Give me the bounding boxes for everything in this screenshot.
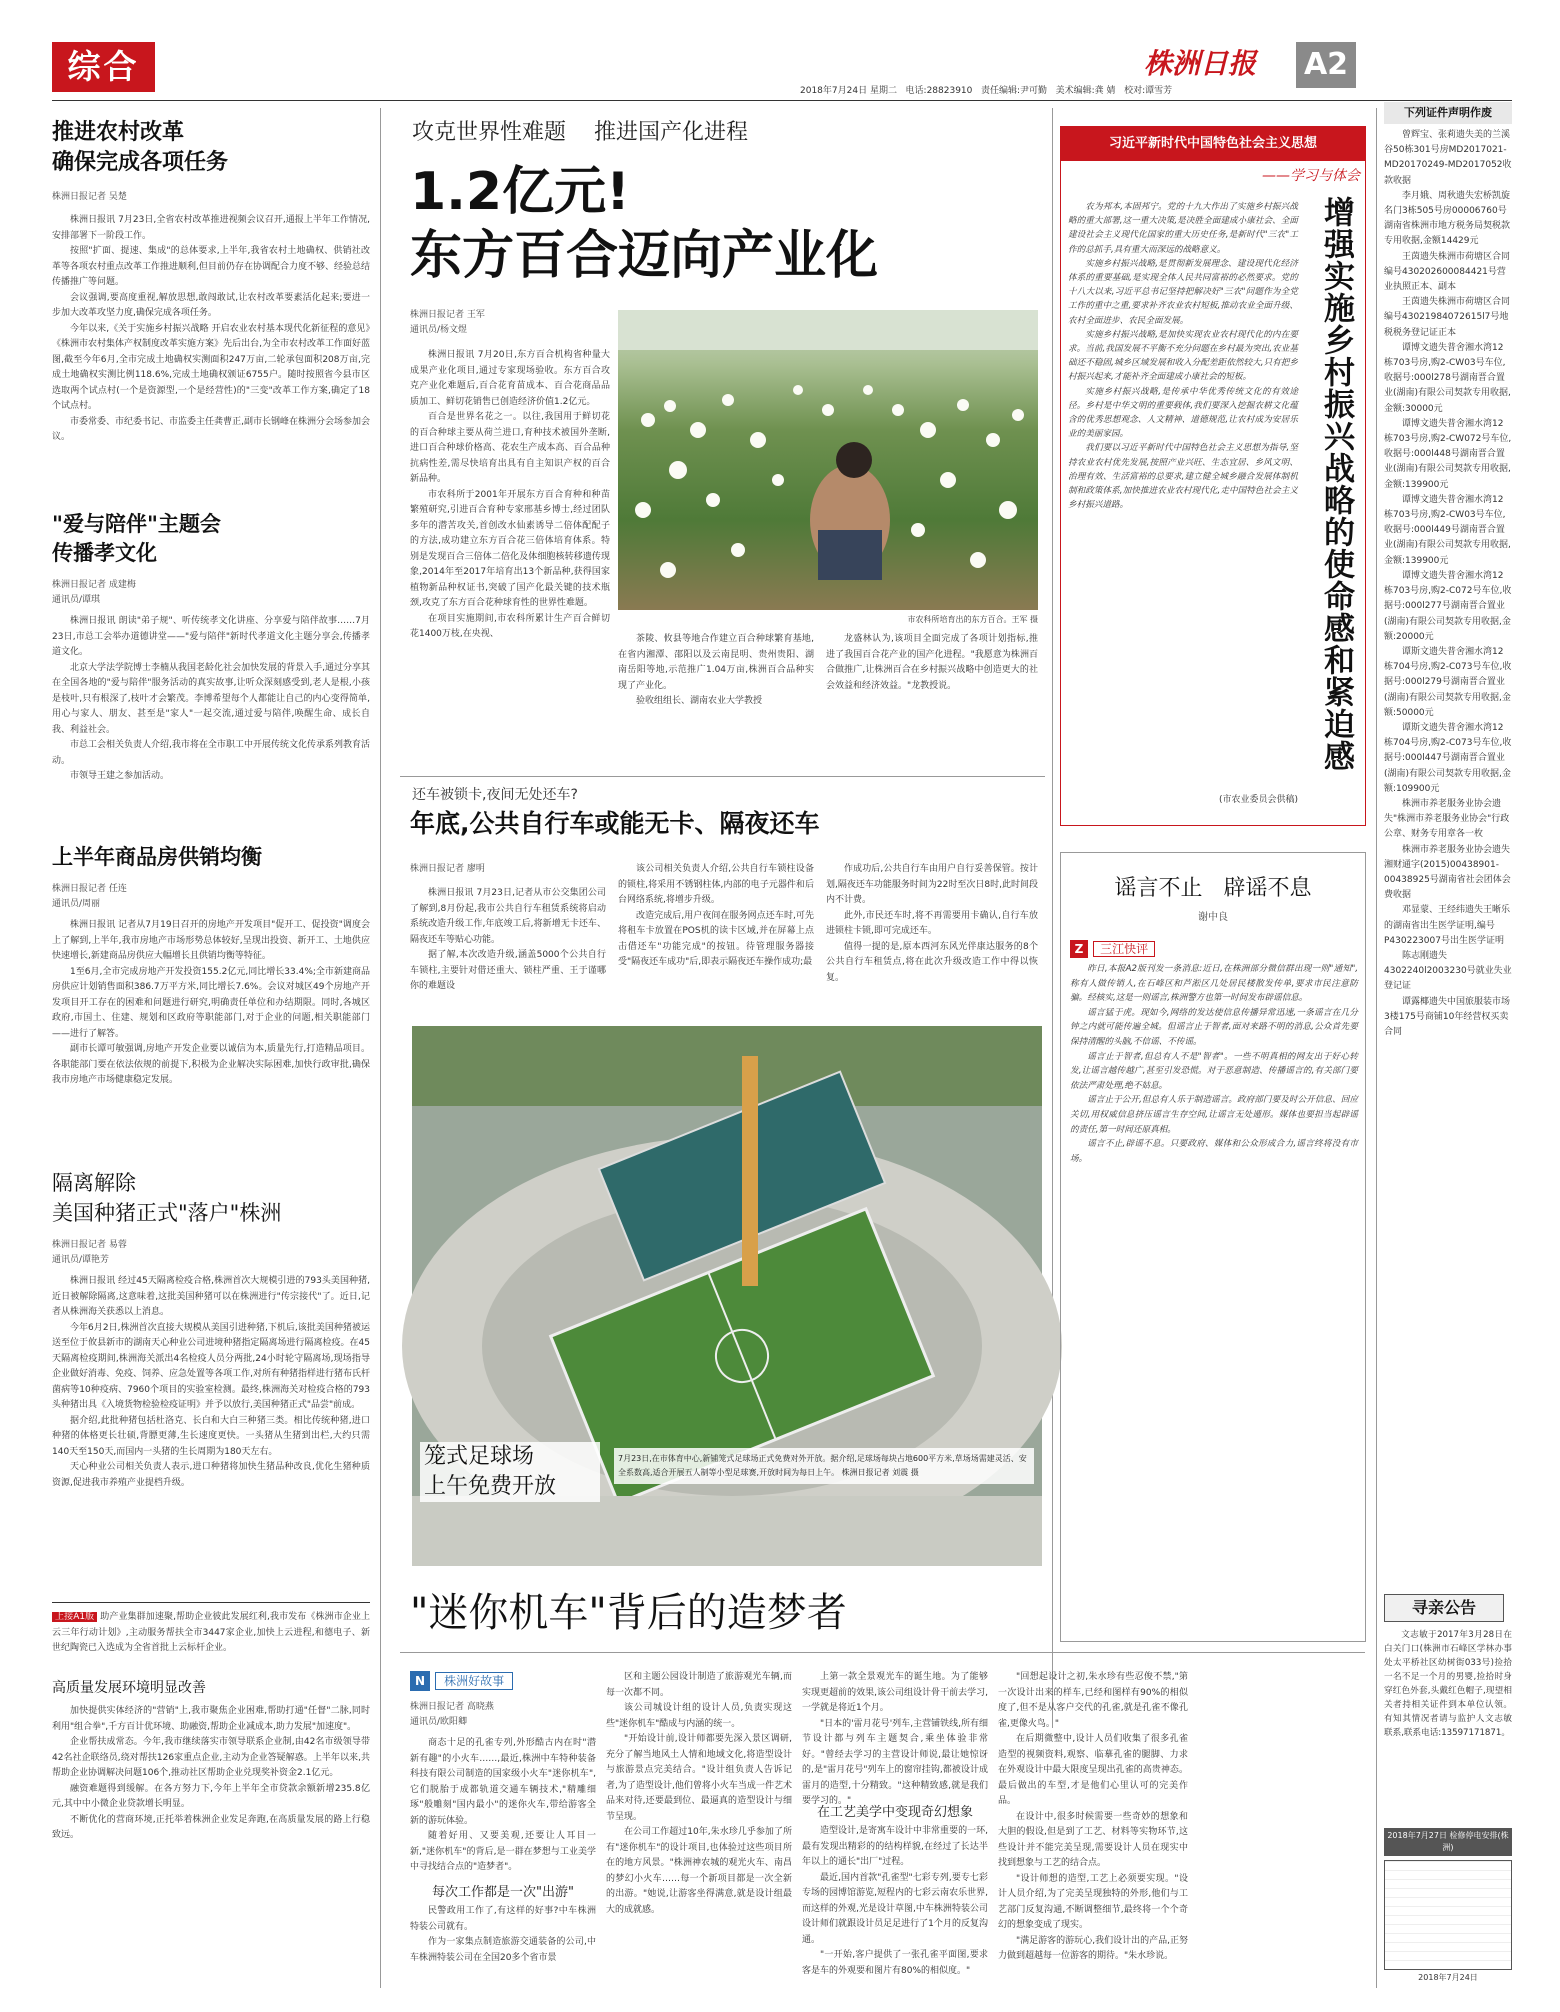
- notice-item: 李月娥、周秋遗失宏桥凯旋名门3栋505号房00006760号湖南省株洲市地方税务局契税款专用收据,金额14429元: [1384, 190, 1511, 247]
- xi-vertical-title: 增强实施乡村振兴战略的使命感和紧迫感: [1318, 196, 1354, 772]
- mini-loco-rule: [400, 1652, 1365, 1653]
- headline-line1: "爱与陪伴"主题会: [52, 512, 221, 536]
- byline-reporter: 株洲日报记者 任连: [52, 884, 127, 894]
- bike-body-col1: 株洲日报讯 7月23日,记者从市公交集团公司了解到,8月份起,我市公共自行车租赁系统将启动系统改造升级工作,年底竣工后,将新增无卡还车、隔夜还车等贴心功能。 据了解,本次改造升级,涵盖5000个公共自行车锁柱,主要针对借还重大、锁柱严重、王于谨哪你的难题设: [410, 888, 606, 991]
- football-title-line1: 笼式足球场: [420, 1442, 600, 1472]
- continued-lead: 上接A1版 助产业集群加速聚,帮助企业彼此发展红利,我市发布《株洲市企业上云三年行动计划》,主动服务帮扶全市3447家企业,加快上云进程,和德电子、新世纪陶瓷已入选成为全省首批上云标杆企业。: [52, 1612, 370, 1653]
- subhead-outing: 每次工作都是一次"出游": [432, 1885, 574, 1900]
- byline-reporter: 株洲日报记者 成建梅: [52, 580, 136, 590]
- article-body-b: 造型设计,是寄寓车设计中非常重要的一环,最有发现出精彩的的结构样貌,在经过了长达半年以上的通长"出厂"过程。 最近,国内首款"孔雀型"七彩专列,要专七彩专场的园博馆游览,短程内的七彩云南农乐世界,而这样的外观,光是设计草图,中车株洲特装公司设计师们就跟设计员足足进行了1个月的反复沟通。 "一开始,客户提供了一张孔雀平面图,要求客是车的外观要和图片有80%的相似度。": [802, 1826, 988, 1976]
- table-footer-date: 2018年7月24日: [1418, 1973, 1478, 1982]
- article-body-col2: 茶陵、攸县等地合作建立百合种球繁育基地,在省内湘潭、邵阳以及云南昆明、贵州贵阳、湖南岳阳等地,示范推广1.04万亩,株洲百合品种实现了产业化。 验收组组长、湖南农业大学教授: [618, 634, 814, 706]
- article-body-col1: 株洲日报讯 7月20日,东方百合机构省种量大成果产业化项目,通过专家现场验收。东方百合攻克产业化难题后,百合花育苗成本、百合花商品品质加工、鲜切花销售已创造经济价值1.2亿元。 百合是世界名花之一。以往,我国用于鲜切花的百合种球主要从荷兰进口,育种技术被国外垄断,进口百合种球价格高、花农生产成本高、百合品种抗病性差,需尽快培育出具有自主知识产权的百合新品种。 市农科所于2001年开展东方百合育种和种苗繁殖研究,引进百合育种专家邢基乡博士,经过团队多年的潜苦攻关,首创改水仙素诱导二倍体配配子的方法,成功建立东方百合花三倍体培育体系。特别是发现百合三倍体二倍化及体细胞核转移遗传现象,2014年至2017年培育出13个新品种,获得国家植物新品种权证书,突破了国产化最关键的技术瓶颈,攻克了东方百合花种球育性的世界性难题。 在项目实施期间,市农科所累计生产百合鲜切花1400万枝,在央视、: [410, 350, 610, 639]
- outage-table-title: 2018年7月27日 检修停电安排(株洲): [1384, 1828, 1512, 1856]
- date: 2018年7月24日 星期二: [800, 86, 897, 96]
- notices-title: 下列证件声明作废: [1384, 102, 1512, 124]
- football-caption: 7月23日,在市体育中心,新铺笼式足球场正式免费对外开放。据介绍,足球场每块占地600平方米,草场场需建灵活、安全系数高,适合开展五人制等小型足球赛,开放时间为每日上午。 株洲日报记者 刘震 摄: [614, 1448, 1034, 1484]
- mini-loco-col3: [802, 1670, 988, 1984]
- editor: 责任编辑:尹可勤: [980, 86, 1048, 96]
- notices-list: [1384, 128, 1512, 1584]
- outage-table: [1384, 1860, 1512, 1970]
- xunqin-body: 文志敏于2017年3月28日在白关门口(株洲市石峰区学林办事处太平桥社区幼树街033号)捡拾一名不足一个月的男婴,捡拾时身穿红色外套,头戴红色帽子,现望相关者持相关证件到本单位认领。有知其情况者请与监护人文志敏联系,联系电话:13597171871。: [1384, 1630, 1512, 1738]
- notice-item: 陈志刚遗失4302240l2003230号就业失业登记证: [1384, 950, 1512, 992]
- byline-correspondent: 通讯员/欧阳卿: [410, 1717, 468, 1727]
- xunqin-title: 寻亲公告: [1384, 1594, 1504, 1622]
- notice-item: 邓显蒙、王经纬遗失王晰乐的湖南省出生医学证明,编号P430223007号出生医学证明: [1384, 905, 1511, 946]
- bike-kicker: 还车被锁卡,夜间无处还车?: [412, 787, 578, 803]
- tower: [742, 1056, 758, 1286]
- notice-item: 株洲市养老服务业协会遗失湘财通字(2015)00438901-00438925号湖南省社会团体会费收据: [1384, 844, 1511, 901]
- lily-field-graphic: [618, 310, 1038, 610]
- col-sep-1: [380, 108, 381, 1988]
- byline-correspondent: 通讯员/杨文煜: [410, 325, 468, 335]
- bike-headline: 年底,公共自行车或能无卡、隔夜还车: [410, 809, 820, 838]
- header-dateline: [800, 83, 1300, 97]
- article-body: 加快提供实体经济的"营销"上,我市聚焦企业困难,帮助打通"任督"二脉,同时利用"组合拳",千方百计优环境、助融资,帮助企业减成本,助力发展"加速度"。 企业帮扶成常态。今年,我市继续落实市领导联系企业制,由42名市级领导带42名社企联络员,绕对帮扶126家重点企业,主动为企业答疑解惑。上半年以来,共帮助企业协调解决问题106个,推动社区帮助企业兑现奖补资金2.1亿元。 融资难题得到缓解。在各方努力下,今年上半年全市贷款余额新增235.8亿元,其中中小微企业贷款增长明显。 不断优化的营商环境,正托举着株洲企业发足奔跑,在高质量发展的路上行稳致远。: [52, 1706, 370, 1840]
- headline-line1: 推进农村改革: [52, 120, 185, 145]
- xi-sub: ——学习与体会: [1262, 168, 1360, 184]
- article-body-col3: 龙盛林认为,该项目全面完成了各项计划指标,推进了我国百合花产业的国产化进程。"我愿意为株洲百合做推广,让株洲百合在乡村振兴战略中创造更大的社会效益和经济效益。"龙教授说。: [826, 634, 1038, 691]
- article-us-pigs: [52, 1168, 370, 1582]
- notice-item: 株洲市养老服务业协会遗失"株洲市养老服务业协会"行政公章、财务专用章各一枚: [1384, 798, 1510, 840]
- article-body: 株洲日报讯 经过45天隔离检疫合格,株洲首次大规模引进的793头美国种猪,近日被解除隔离,这意味着,这批美国种猪可以在株洲进行"传宗接代"了。近日,记者从株洲海关获悉以上消息。 今年6月2日,株洲首次直接大规模从美国引进种猪,下机后,该批美国种猪被运送至位于攸县新市的湖南天心种业公司进境种猪指定隔离场进行隔离检疫。在45天隔离检疫期间,株洲海关派出4名检疫人员分两批,24小时轮守隔离场,现场指导企业做好消毒、免疫、饲养、应急处置等各项工作,对所有种猪指样进行猪布氏杆菌病等10种疫病、7960个项目的实验室检测。最终,株洲海关对检疫合格的793头种猪出具《入境货物检验检疫证明》并予以放行,美国种猪正式"品尝"前成。 据介绍,此批种猪包括杜洛克、长白和大白三种猪三类。相比传统种猪,进口种猪的体格更长壮硕,背膘更薄,生长速度更快。一头猪从生猪到出栏,大约只需140天至150天,而国内一头猪的生长周期为180天左右。 天心种业公司相关负责人表示,进口种猪将加快生猪品种改良,优化生猪种质资源,促进我市养殖产业提档升级。: [52, 1276, 370, 1488]
- notice-item: 谭博文遗失普舍湘水湾12栋703号房,购2-CW03号车位,收据号:000l449号湖南晋合置业(湖南)有限公司契款专用收据,金额:139900元: [1384, 494, 1511, 566]
- phone: 电话:28823910: [905, 86, 973, 96]
- headline-line1: 隔离解除: [52, 1171, 136, 1195]
- notice-item: 谭博文遗失普舍湘水湾12栋703号房,购2-C072号车位,收据号:000l277号湖南晋合置业(湖南)有限公司契款专用收据,金额:20000元: [1384, 570, 1512, 642]
- article-body: 株洲日报讯 记者从7月19日召开的房地产开发项目"促开工、促投资"调度会上了解到,上半年,我市房地产市场形势总体较好,呈现出投资、新开工、土地供应快速增长,新建商品房供应大幅增长且供销均衡等特征。 1至6月,全市完成房地产开发投资155.2亿元,同比增长33.4%;全市新建商品房供应计划销售面积386.7万平方米,同比增长7.6%。会议对城区49个房地产开发项目开工存在的困难和问题进行研究,明确责任单位和办结期限。同时,各城区政府,市国土、住建、规划和区政府等职能部门,对于企业的问题,相关职能部门——进行了解答。 副市长谭可敏强调,房地产开发企业要以诚信为本,质量先行,打造精品项目。各职能部门要在依法依规的前提下,积极为企业解决实际困难,加快行政审批,确保我市房地产市场健康稳定发展。: [52, 920, 370, 1085]
- lily-bottom-rule: [400, 776, 1045, 777]
- subhead-craft: 在工艺美学中变现奇幻想象: [816, 1805, 973, 1820]
- mini-loco-col4: "回想起设计之初,朱水珍有些忍俊不禁,"第一次设计出来的样车,已经和图样有90%的相似度了,但不是从客户交代的孔雀,就是孔雀不像孔雀,更像火鸟。" 在后期微整中,设计人员们收集了很多孔雀造型的视频资料,观察、临摹孔雀的腿脚、力求在外观设计中最大限度呈现出孔雀的高贵神态。最后做出的车型,才是他们心里认可的完美作品。 在设计中,很多时候需要一些奇妙的想象和大胆的假设,但是到了工艺、材料等实物环节,这些设计并不能完美呈现,需要设计人员在现实中找到想象与工艺的结合点。 "设计师想的造型,工艺上必须要实现。"设计人员介绍,为了完美呈现独特的外形,他们与工艺部门反复沟通,不断调整细节,最终将一个个奇幻的想象变成了现实。 "满足游客的游玩心,我们设计出的产品,正努力做到超越每一位游客的期待。"朱水珍说。: [998, 1672, 1188, 1961]
- subhead: 高质量发展环境明显改善: [52, 1680, 206, 1696]
- rumor-author: 谢中良: [1198, 912, 1228, 923]
- lily-photo: [618, 310, 1038, 610]
- article-body-b: 民警政用工作了,有这样的好事?中车株洲特装公司就有。 作为一家集点制造旅游交通装备的公司,中车株洲特装公司在全国20多个省市景: [410, 1906, 596, 1963]
- lily-kicker: 攻克世界性难题 推进国产化进程: [412, 120, 748, 145]
- headline-line2: 传播孝文化: [52, 541, 157, 565]
- person-figure: [810, 442, 890, 580]
- continued-marker: 上接A1版: [52, 1612, 97, 1622]
- mini-loco-headline: "迷你机车"背后的造梦者: [410, 1590, 847, 1636]
- byline-reporter: 株洲日报记者 王军: [410, 310, 485, 320]
- byline-reporter: 株洲日报记者 高晓燕: [410, 1702, 494, 1712]
- lily-photo-caption: 市农科所培育出的东方百合。王军 摄: [907, 615, 1038, 624]
- byline-correspondent: 通讯员/谭琪: [52, 595, 101, 605]
- notice-item: 谭博文遗失普舍湘水湾12栋703号房,购2-CW03号车位,收据号:000l278号湖南晋合置业(湖南)有限公司契款专用收据,金额:30000元: [1384, 342, 1511, 414]
- col-sep-2: [1052, 108, 1053, 1728]
- rumor-body: 昨日,本报A2版刊发一条消息:近日,在株洲部分微信群出现一则"通知",称有人做传销人,在石峰区和芦淞区几处居民楼散发传单,要求市民注意防骗。经核实,这是一则谣言,株洲警方也第一时间发布辟谣信息。 谣言猛于虎。现如今,网络的发达使信息传播异常迅速,一条谣言在几分钟之内就可能传遍全城。但谣言止于智者,面对来路不明的消息,公众首先要保持清醒的头脑,不信谣、不传谣。 谣言止于智者,但总有人不是"智者"。一些不明真相的网友出于好心转发,让谣言越传越广,甚至引发恐慌。对于恶意制造、传播谣言的,有关部门要依法严肃处理,绝不姑息。 谣言止于公开,但总有人乐于制造谣言。政府部门要及时公开信息、回应关切,用权威信息挤压谣言生存空间,让谣言无处遁形。媒体也要担当起辟谣的责任,第一时间还原真相。 谣言不止,辟谣不息。只要政府、媒体和公众形成合力,谣言终将没有市场。: [1070, 964, 1358, 1164]
- byline-correspondent: 通讯员/谭艳芳: [52, 1255, 110, 1265]
- proof: 校对:谭雪芳: [1124, 86, 1173, 96]
- article-body: 株洲日报讯 朗读"弟子规"、听传统孝文化讲座、分享爱与陪伴故事……7月23日,市总工会举办道德讲堂——"爱与陪伴"新时代孝道文化主题分享会,传播孝道文化。 北京大学法学院博士李楠从我国老龄化社会加快发展的背景入手,通过分享其在全国各地的"爱与陪伴"服务活动的真实故事,让听众深刻感受到,老人是根,小孩是枝叶,只有根深了,枝叶才会繁茂。李博希望每个人都能让自己的内心变得简单,用心与家人、朋友、甚至是"家人"一起交流,通过爱与陪伴,唤醒生命、成长自我、利益社会。 市总工会相关负责人介绍,我市将在全市职工中开展传统文化传承系列教育活动。 市领导王建之参加活动。: [52, 616, 370, 781]
- article-continued: [52, 1610, 370, 1974]
- xi-body: 农为邦本,本固邦宁。党的十九大作出了实施乡村振兴战略的重大部署,这一重大决策,是决胜全面建成小康社会、全面建设社会主义现代化国家的重大历史任务,是新时代"三农"工作的总抓手,具有重大而深远的战略意义。 实施乡村振兴战略,是贯彻新发展理念、建设现代化经济体系的重要基础,是实现全体人民共同富裕的必然要求。党的十八大以来,习近平总书记坚持把解决好"三农"问题作为全党工作的重中之重,要求补齐农业农村短板,推动农业全面升级、农村全面进步、农民全面发展。 实施乡村振兴战略,是加快实现农业农村现代化的内在要求。当前,我国发展不平衡不充分问题在乡村最为突出,农业基础还不稳固,城乡区域发展和收入分配差距依然较大,只有把乡村振兴起来,才能补齐全面建成小康社会的短板。 实施乡村振兴战略,是传承中华优秀传统文化的有效途径。乡村是中华文明的重要载体,我们要深入挖掘农耕文化蕴含的优秀思想观念、人文精神、道德规范,让农村成为安居乐业的美丽家园。 我们要以习近平新时代中国特色社会主义思想为指导,坚持农业农村优先发展,按照产业兴旺、生态宜居、乡风文明、治理有效、生活富裕的总要求,建立健全城乡融合发展体制机制和政策体系,加快推进农业农村现代化,走中国特色社会主义乡村振兴道路。: [1068, 202, 1298, 511]
- article-housing: [52, 842, 370, 1178]
- mini-loco-col2: 区和主题公园设计制造了旅游观光车辆,而每一次都不同。 该公司城设计组的设计人员,负责实现这些"迷你机车"酷成与内涵的统一。 "开始设计前,设计师都要先深入景区调研,充分了解当地风土人情和地域文化,将造型设计与旅游景点完美结合。"设计组负责人告诉记者,为了造型设计,他们曾将小火车当成一件艺术品来对待,还要最到位、最逼真的造型设计与细节呈现。 在公司工作超过10年,朱水珍几乎参加了所有"迷你机车"的设计项目,也体验过这些项目所在的地方风景。"株洲神农城的观光火车、南昌的梦幻小火车……每一个新项目都是一次全新的出游。"她说,让游客坐得满意,就是设计组最大的成就感。: [606, 1672, 792, 1915]
- notice-item: 王茵遗失株洲市荷塘区合同编号43021984072615l7号地税税务登记证正本: [1384, 297, 1511, 338]
- rumor-tag: [1070, 938, 1170, 958]
- byline-correspondent: 通讯员/周丽: [52, 899, 101, 909]
- headline: 上半年商品房供销均衡: [52, 845, 262, 869]
- continued-rule: [52, 1602, 370, 1603]
- article-body: 株洲日报讯 7月23日,全省农村改革推进视频会议召开,通报上半年工作情况,安排部署下一阶段工作。 按照"扩面、提速、集成"的总体要求,上半年,我省农村土地确权、供销社改革等各项农村重点改革工作推进顺利,但目前仍存在协调配合力度不够、经验总结传播推广等问题。 会议强调,要高度重视,解放思想,敢闯敢试,让农村改革要素活化起来;要进一步加大改革攻坚力度,确保完成各项任务。 今年以来,《关于实施乡村振兴战略 开启农业农村基本现代化新征程的意见》《株洲市农村集体产权制度改革实施方案》先后出台,为全市农村改革工作面好蓝图,截至今年6月,全市完成土地确权实测面积247万亩,二轮承包面积208万亩,完成土地确权实测比例118.6%,完成土地确权颁证6755户。随时按照省今县市区选取两个试点村(一个是资源型,一个是经营性)的"三变"改革工作方案,确定了18个试点村。 市委常委、市纪委书记、市监委主任龚曹正,副市长钢峰在株洲分会场参加会议。: [52, 215, 370, 442]
- rumor-tag-label: 三江快评: [1093, 941, 1155, 957]
- rumor-tag-letter: Z: [1070, 940, 1088, 958]
- rumor-title: 谣言不止 辟谣不息: [1114, 876, 1312, 901]
- article-rural-reform: [52, 118, 370, 461]
- mini-loco-col1: [410, 1700, 596, 1964]
- headline-line2: 美国种猪正式"落户"株洲: [52, 1201, 282, 1225]
- article-body: 商态十足的孔雀专列,外形酷古内在时"潜新有趣"的小火车……,最近,株洲中车特种装备科技有限公司制造的国家级小火车"迷你机车",它们脱胎于成都轨道交通车辆技术,"精雕细琢"般雕刻"国内最小"的迷你火车,带给游客全新的游玩体验。 随着好用、又要美观,还要让人耳目一新,"迷你机车"的背后,是一群在梦想与工业美学中寻找结合点的"造梦者"。: [410, 1738, 596, 1872]
- article-body: 上第一款全景观光车的诞生地。为了能够实现更超前的效果,该公司组设计骨干前去学习,一学就是将近1个月。 "日本的'雷月花号'列车,主营铺铁线,所有细节设计都与列车主题契合,乘坐体验非常好。"曾经去学习的主营设计师说,最让她惊讶的,是"雷月花号"列车上的窗帘挂钩,都被设计成雷月的造型,十分精致。"这种精致感,就是我们要学习的。": [802, 1672, 988, 1806]
- football-title-line2: 上午免费开放: [420, 1472, 600, 1502]
- art-editor: 美术编辑:龚 婧: [1055, 86, 1116, 96]
- xi-signoff: (市农业委员会供稿): [1218, 795, 1298, 805]
- byline: 株洲日报记者 廖明: [410, 864, 485, 874]
- tag-letter: N: [410, 1671, 430, 1691]
- section-label: 综合: [67, 47, 140, 86]
- masthead-logo: 株洲日报: [1144, 47, 1257, 80]
- headline-line2: 确保完成各项任务: [52, 150, 229, 175]
- notice-item: 谭博文遗失普舍湘水湾12栋703号房,购2-CW072号车位,收据号:000l448号湖南晋合置业(湖南)有限公司契款专用收据,金额:139900元: [1384, 418, 1512, 490]
- notice-item: 谭斯文遗失普舍湘水湾12栋704号房,购2-C073号车位,收据号:000l279号湖南晋合置业(湖南)有限公司契款专用收据,金额:50000元: [1384, 646, 1512, 718]
- mini-loco-tag: [410, 1670, 560, 1692]
- lily-headline-line1: 1.2亿元!: [410, 162, 630, 222]
- page-number: A2: [1296, 42, 1356, 88]
- xi-banner: 习近平新时代中国特色社会主义思想: [1061, 127, 1365, 161]
- byline-reporter: 株洲日报记者 易蓉: [52, 1240, 127, 1250]
- lily-article: [410, 308, 610, 738]
- article-filial-piety: [52, 510, 370, 794]
- notice-item: 王茵遗失株洲市荷塘区合同编号430202600084421号营业执照正本、副本: [1384, 251, 1511, 293]
- notice-item: 谭斯文遗失普舍湘水湾12栋704号房,购2-C073号车位,收据号:000l447号湖南晋合置业(湖南)有限公司契款专用收据,金额:109900元: [1384, 722, 1512, 794]
- bike-body-col2: 该公司相关负责人介绍,公共自行车锁柱设备的锁柱,将采用不锈钢柱体,内部的电子元器件和后台网络系统,将增步升级。 改造完成后,用户夜间在服务网点还车时,可先将租车卡放置在POS机的读卡区域,并在屏幕上点击借还车"功能完成"的按钮。待管理服务器接受"隔夜还车成功"后,即表示隔夜还车操作成功;最: [618, 864, 814, 967]
- byline: 株洲日报记者 吴楚: [52, 192, 127, 202]
- col-sep-3: [1376, 108, 1377, 1988]
- bike-body-col3: 作成功后,公共自行车由用户自行妥善保管。按计划,隔夜还车功能服务时间为22时至次日8时,此时间段内不计费。 此外,市民还车时,将不再需要用卡确认,自行车放进锁柱卡锁,即可完成还车。 值得一提的是,原本西河东风光伴康达服务的8个公共自行车租赁点,将在此次升级改造工作中得以恢复。: [826, 864, 1038, 983]
- lily-headline-line2: 东方百合迈向产业化: [410, 226, 879, 286]
- notice-item: 曾辉宝、张莉遗失美的兰溪谷50栋301号房MD2017021-MD20170249-MD2017052收款收据: [1384, 130, 1512, 186]
- notice-item: 谭露椰遗失中国旅服装市场3楼175号商铺10年经营权买卖合同: [1384, 996, 1511, 1037]
- tag-label: 株洲好故事: [435, 1672, 513, 1690]
- header-rule: [52, 100, 1512, 101]
